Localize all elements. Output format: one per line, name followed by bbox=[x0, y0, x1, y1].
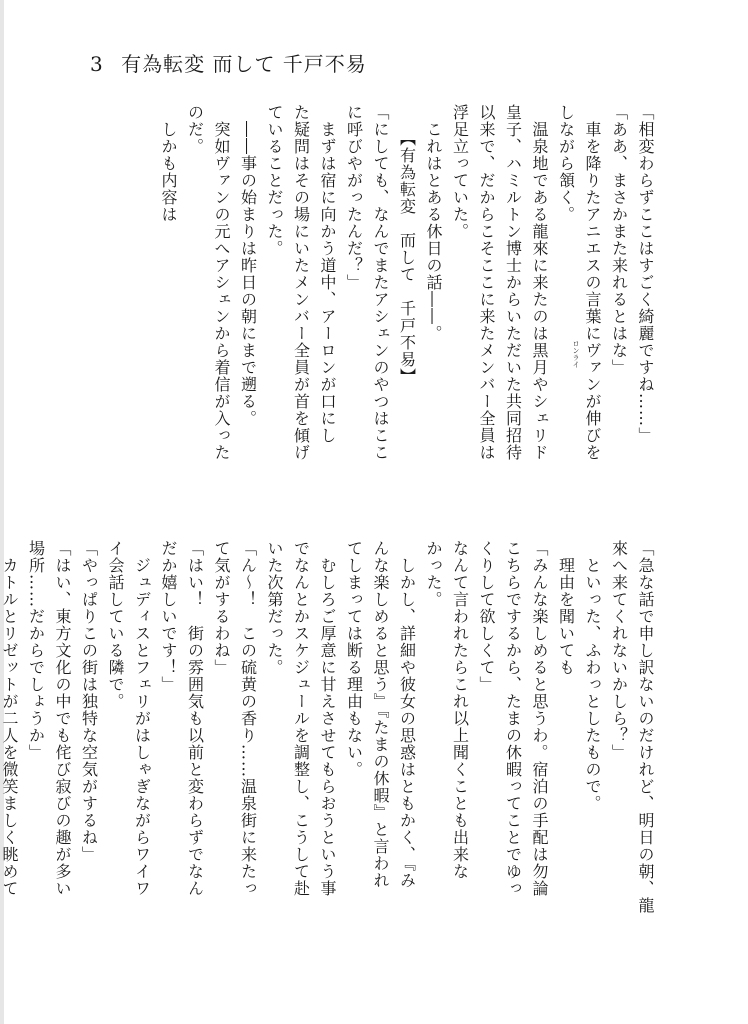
text-line: 以来で、だからこそここに来たメンバー全員は bbox=[477, 104, 496, 461]
text-line: まずは宿に向かう道中、アーロンが口にし bbox=[318, 104, 337, 444]
text-line: 「急な話で申し訳ないのだけれど、明日の朝、龍 bbox=[636, 540, 655, 914]
text-line: ジュディスとフェリがはしゃぎながらワイワ bbox=[132, 540, 152, 897]
text-line: ていることだった。 bbox=[265, 104, 284, 257]
text-line: 温泉地である龍來に来たのは黒月やシェリド bbox=[530, 104, 549, 461]
text-line: 場所……だからでしょうか」 bbox=[26, 540, 46, 761]
text-line: といった、ふわっとしたもので。 bbox=[583, 540, 602, 812]
bottom-text-block bbox=[0, 540, 658, 960]
ruby-annotation: ロンライ bbox=[572, 340, 580, 368]
text-line: しかし、詳細や彼女の思惑はともかく、『み bbox=[397, 540, 417, 889]
text-line: 「はい！ 街の雰囲気も以前と変わらずでなん bbox=[185, 540, 205, 897]
text-line: て気がするわね」 bbox=[212, 540, 231, 676]
chapter-number: 3 bbox=[90, 52, 104, 76]
text-line: なんて言われたらこれ以上聞くことも出来な bbox=[450, 540, 470, 880]
top-text-block bbox=[155, 104, 659, 479]
text-line: 浮足立っていた。 bbox=[450, 104, 470, 240]
chapter-title bbox=[90, 48, 367, 77]
text-line: だか嬉しいです！」 bbox=[159, 540, 178, 693]
text-line: 「はい、東方文化の中でも侘び寂びの趣が多い bbox=[53, 540, 72, 897]
text-line: 「にしても、なんでまたアシェンのやつはここ bbox=[371, 104, 390, 461]
text-line: 車を降りたアニエスの言葉にヴァンが伸びを bbox=[583, 104, 602, 461]
text-line: しながら頷く。 bbox=[556, 104, 576, 223]
text-line: に呼びやがったんだ？」 bbox=[344, 104, 364, 291]
text-line: イ会話している隣で。 bbox=[106, 540, 125, 710]
story-heading: 【有為転変 而して 千戸不易】 bbox=[397, 104, 417, 385]
text-line: 「相変わらずここはすごく綺麗ですね……」 bbox=[636, 104, 655, 444]
text-line: んな楽しめると思う』『たまの休暇』と言われ bbox=[371, 540, 390, 889]
text-line: カトルとリゼットが二人を微笑ましく眺めて bbox=[0, 540, 19, 897]
text-line: しかも内容は bbox=[159, 104, 178, 223]
text-line: のだ。 bbox=[185, 104, 205, 155]
text-line: くりして欲しくて」 bbox=[477, 540, 496, 693]
text-line: かった。 bbox=[424, 540, 443, 608]
text-line: 「やっぱりこの街は独特な空気がするね」 bbox=[79, 540, 99, 863]
text-line: でなんとかスケジュールを調整し、こうして赴 bbox=[291, 540, 311, 897]
chapter-title-text: 有為転変 而して 千戸不易 bbox=[121, 52, 367, 76]
text-line: 突如ヴァンの元へアシェンから着信が入った bbox=[212, 104, 231, 461]
text-line: てしまっては断る理由もない。 bbox=[344, 540, 364, 778]
text-line: 理由を聞いても bbox=[556, 540, 576, 676]
text-line: 來へ来てくれないかしら？」 bbox=[609, 540, 629, 761]
text-line: ――事の始まりは昨日の朝にまで遡る。 bbox=[238, 104, 258, 427]
text-line: 皇子、ハミルトン博士からいただいた共同招待 bbox=[503, 104, 523, 461]
text-line: いた次第だった。 bbox=[265, 540, 284, 676]
text-line: た疑問はその場にいたメンバー全員が首を傾げ bbox=[291, 104, 311, 461]
text-line: 「ん～！ この硫黄の香り……温泉街に来たっ bbox=[238, 540, 258, 897]
text-line: 「ああ、まさかまた来れるとはな」 bbox=[609, 104, 629, 376]
text-line: これはとある休日の話――。 bbox=[424, 104, 443, 342]
text-line: こちらでするから、たまの休暇ってことでゆっ bbox=[503, 540, 523, 897]
text-line: 「みんな楽しめると思うわ。宿泊の手配は勿論 bbox=[530, 540, 549, 897]
text-line: むしろご厚意に甘えさせてもらおうという事 bbox=[318, 540, 337, 897]
